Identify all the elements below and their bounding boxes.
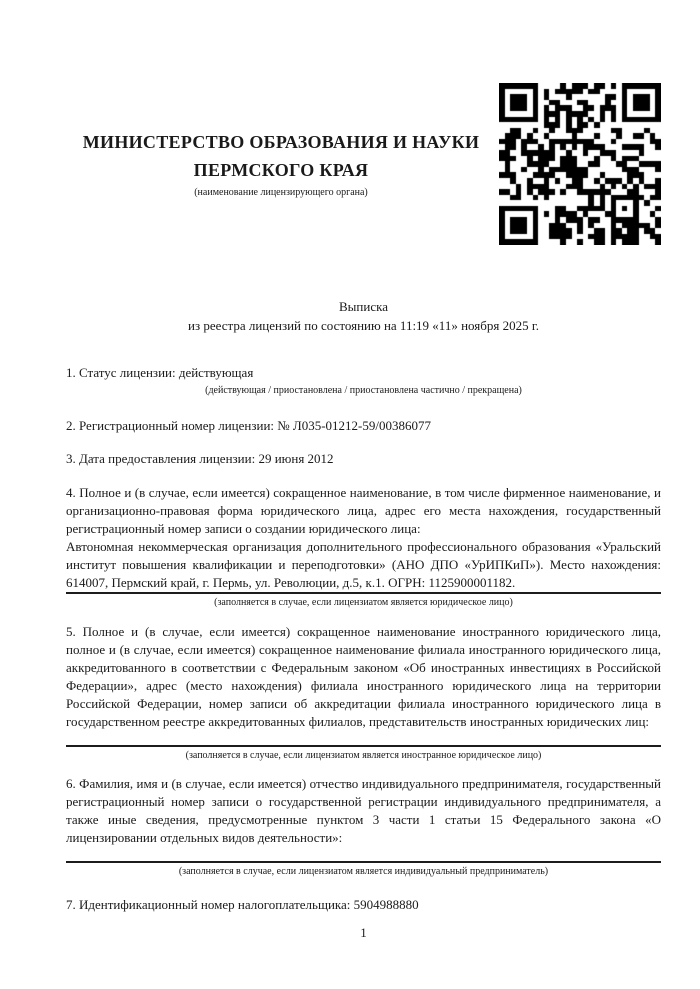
ministry-caption: (наименование лицензирующего органа) xyxy=(194,187,368,198)
license-status-text: 1. Статус лицензии: действующая xyxy=(66,365,254,380)
individual-entrepreneur-answer xyxy=(66,847,661,863)
ministry-header xyxy=(66,128,496,199)
item-legal-entity xyxy=(66,484,661,609)
title-line1: Выписка xyxy=(339,299,388,314)
registration-number-text: 2. Регистрационный номер лицензии: № Л035-01212-59/00386077 xyxy=(66,418,432,433)
legal-entity-answer: Автономная некоммерческая организация дополнительного профессионального образования «Уральский институт повышения квалификации и переподготовки» (АНО ДПО «УрИПКиП»). Место нахождения: 614007, Пермский край, г. Пермь, ул. Революции, д.5, к.1. ОГРН: 1125900001182. xyxy=(66,538,661,594)
foreign-entity-question: 5. Полное и (в случае, если имеется) сокращенное наименование иностранного юридического лица, полное и (в случае, если имеется) сокращенное наименование филиала иностранного юридического лица, аккредитованного в соответствии с Федеральным законом «Об иностранных инвестициях в Российской Федерации», адрес (место нахождения) филиала иностранного юридического лица на территории Российской Федерации, номер записи об аккредитации филиала иностранного юридического лица в государственном реестре аккредитованных филиалов, представительств иностранных юридических лиц: xyxy=(66,624,661,729)
item-license-status xyxy=(66,364,661,397)
legal-entity-caption: (заполняется в случае, если лицензиатом является юридическое лицо) xyxy=(214,597,513,608)
item-taxpayer-number xyxy=(66,896,661,914)
taxpayer-number-text: 7. Идентификационный номер налогоплательщика: 5904988880 xyxy=(66,897,419,912)
license-status-caption: (действующая / приостановлена / приостановлена частично / прекращена) xyxy=(205,385,522,396)
individual-entrepreneur-caption: (заполняется в случае, если лицензиатом является индивидуальный предприниматель) xyxy=(178,866,549,877)
item-registration-number xyxy=(66,417,661,435)
foreign-entity-answer xyxy=(66,731,661,747)
legal-entity-question: 4. Полное и (в случае, если имеется) сокращенное наименование, в том числе фирменное наименование, и организационно-правовая форма юридического лица, адрес его места нахождения, государственный регистрационный номер записи о создании юридического лица: xyxy=(66,485,661,536)
license-date-text: 3. Дата предоставления лицензии: 29 июня 2012 xyxy=(66,451,334,466)
foreign-entity-caption: (заполняется в случае, если лицензиатом является иностранное юридическое лицо) xyxy=(185,750,542,761)
item-individual-entrepreneur xyxy=(66,775,661,878)
ministry-name-line2: ПЕРМСКОГО КРАЯ xyxy=(193,160,369,180)
document-title xyxy=(66,297,661,335)
page-number: 1 xyxy=(360,925,367,940)
ministry-name-line1: МИНИСТЕРСТВО ОБРАЗОВАНИЯ И НАУКИ xyxy=(82,132,480,152)
individual-entrepreneur-question: 6. Фамилия, имя и (в случае, если имеется) отчество индивидуального предпринимателя, государственный регистрационный номер записи о государственной регистрации индивидуального предпринимателя, а также иные сведения, предусмотренные пунктом 3 части 1 статьи 15 Федерального закона «О лицензировании отдельных видов деятельности»: xyxy=(66,776,661,845)
qr-code-icon xyxy=(499,83,661,245)
item-foreign-entity xyxy=(66,623,661,762)
title-line2: из реестра лицензий по состоянию на 11:19 «11» ноября 2025 г. xyxy=(188,318,539,333)
item-license-date xyxy=(66,450,661,468)
